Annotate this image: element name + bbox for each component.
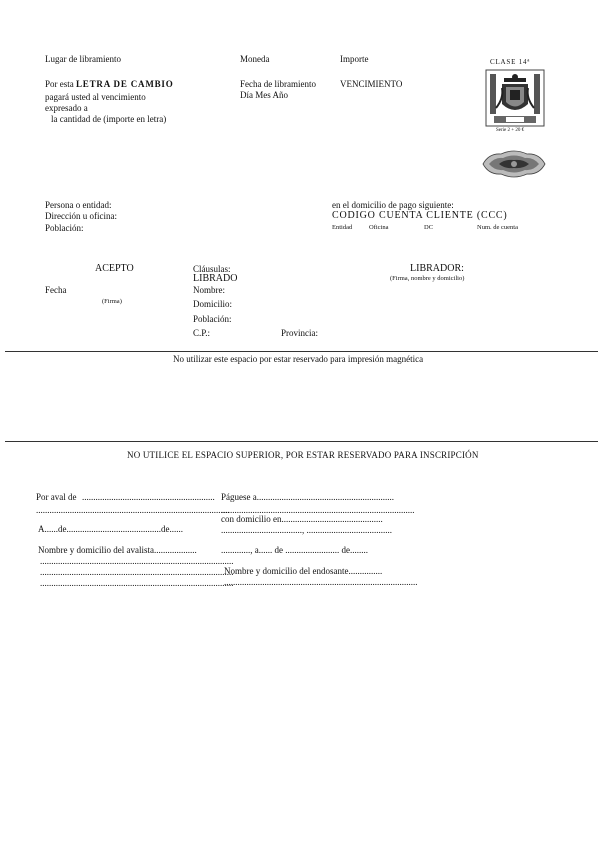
ccc-num-cuenta-label: Num. de cuenta: [477, 224, 518, 231]
endoso-de-label: de: [274, 545, 283, 555]
endosante-line-2: ......................................................................................: [224, 577, 418, 587]
domicilio-en-line-2: ...................................., ......................................: [221, 525, 392, 535]
por-aval-line: ...........................................................: [82, 492, 215, 502]
fecha-dia-mes-ano: Día Mes Año: [240, 90, 288, 100]
avalista-line-2: ......................................................................................: [40, 556, 234, 566]
ccc-dc-label: DC: [424, 224, 434, 231]
inscripcion-notice: NO UTILICE EL ESPACIO SUPERIOR, POR ESTAR RESERVADO PARA INSCRIPCIÓN: [127, 450, 479, 460]
letra-line-2: pagará usted al vencimiento: [45, 92, 146, 102]
stamp-clase: CLASE 14ª: [490, 58, 531, 66]
aval-a-label: A: [38, 524, 45, 534]
letra-line-1: [45, 79, 174, 90]
clausulas-label: Cláusulas:: [193, 264, 231, 274]
aval-date-line: A......de..........................................de......: [38, 524, 183, 534]
domicilio-en-line: con domicilio en.............................................: [221, 514, 383, 524]
librado-poblacion-label: Población:: [193, 314, 232, 324]
avalista-label: Nombre y domicilio del avalista: [38, 545, 154, 555]
por-aval-label: Por aval de: [36, 492, 77, 502]
avalista-line-4: ......................................................................................: [40, 578, 234, 588]
fecha-libramiento-label: Fecha de libramiento: [240, 79, 316, 89]
ccc-entidad-label: Entidad: [332, 224, 353, 231]
coat-of-arms-icon: [484, 68, 546, 128]
persona-entidad-label: Persona o entidad:: [45, 200, 112, 210]
librado-title: LIBRADO: [193, 273, 238, 284]
magnetic-top-rule: [5, 351, 598, 352]
vencimiento-label: VENCIMIENTO: [340, 79, 403, 89]
aval-de-label: de: [58, 524, 67, 534]
importe-label: Importe: [340, 54, 369, 64]
avalista-line: Nombre y domicilio del avalista...................: [38, 545, 197, 555]
letra-line-3: expresado a: [45, 103, 88, 113]
direccion-oficina-label: Dirección u oficina:: [45, 211, 117, 221]
domicilio-en-label: con domicilio en: [221, 514, 282, 524]
magnetic-notice: No utilizar este espacio por estar reservado para impresión magnética: [173, 354, 424, 364]
poblacion-label: Población:: [45, 223, 84, 233]
endoso-date-line: ............., a...... de ........................ de........: [221, 545, 368, 555]
paguese-line-2: ......................................................................................: [221, 505, 415, 515]
paguese-label: Páguese a: [221, 492, 257, 502]
domicilio-pago-label: en el domicilio de pago siguiente:: [332, 200, 454, 210]
acepto-fecha-label: Fecha: [45, 285, 67, 295]
acepto-firma-label: (Firma): [102, 298, 122, 305]
moneda-label: Moneda: [240, 54, 270, 64]
letra-prefix: Por esta: [45, 79, 74, 89]
librador-sub-label: (Firma, nombre y domicilio): [390, 275, 465, 282]
librado-cp-label: C.P.:: [193, 328, 211, 338]
ornamental-seal-icon: [481, 149, 547, 179]
endoso-a-label: , a: [250, 545, 259, 555]
letra-line-4: la cantidad de (importe en letra): [51, 114, 167, 124]
endosante-line: Nombre y domicilio del endosante...............: [224, 566, 383, 576]
aval-de-end-label: de: [161, 524, 170, 534]
librado-provincia-label: Provincia:: [281, 328, 318, 338]
tax-stamp: [484, 58, 546, 136]
ccc-oficina-label: Oficina: [369, 224, 389, 231]
lugar-libramiento-label: Lugar de libramiento: [45, 54, 121, 64]
stamp-serie: Serie 2 + 20 €: [496, 128, 525, 133]
letra-title: LETRA DE CAMBIO: [76, 79, 174, 89]
avalista-line-3: ......................................................................................: [40, 567, 234, 577]
ccc-label: CODIGO CUENTA CLIENTE (CCC): [332, 210, 508, 221]
endosante-label: Nombre y domicilio del endosante: [224, 566, 349, 576]
librado-nombre-label: Nombre:: [193, 285, 225, 295]
librado-domicilio-label: Domicilio:: [193, 299, 232, 309]
librador-title: LIBRADOR:: [410, 263, 464, 274]
aval-line-2: ......................................................................................: [36, 505, 230, 515]
acepto-title: ACEPTO: [95, 263, 134, 274]
endoso-de-end-label: de: [341, 545, 350, 555]
paguese-line: Páguese a.............................................................: [221, 492, 394, 502]
inscripcion-rule: [5, 441, 598, 442]
